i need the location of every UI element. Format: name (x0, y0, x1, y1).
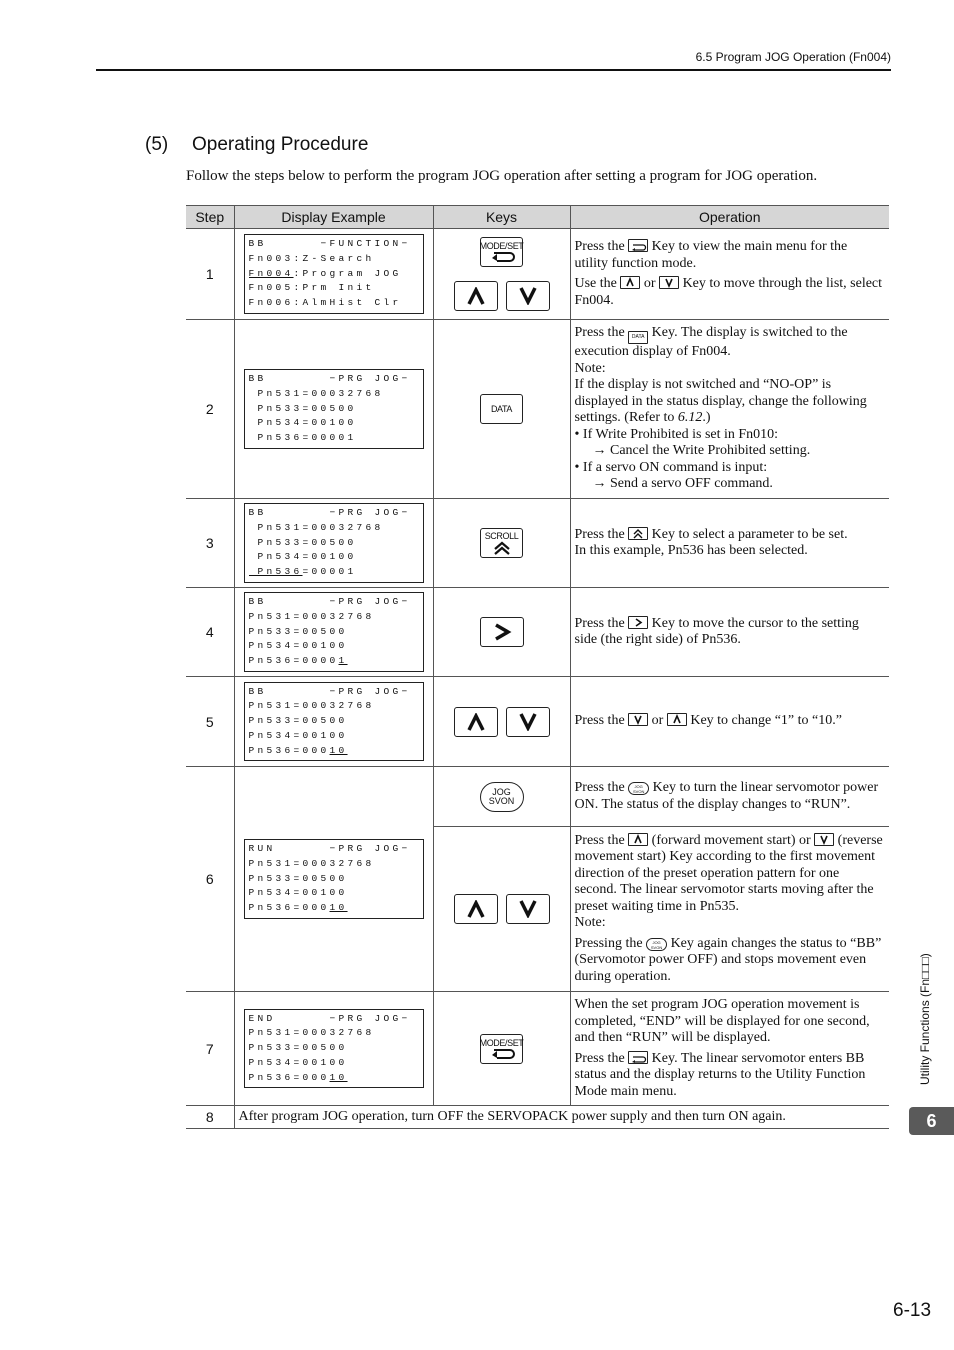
double-up-arrow-icon (492, 541, 512, 555)
scroll-key-label: SCROLL (484, 531, 519, 541)
op-text: Press the (574, 1050, 629, 1066)
op-text: Press the (574, 713, 629, 729)
mode-set-inline-icon (628, 239, 648, 252)
table-row (186, 767, 889, 827)
lcd-text: =00001 (302, 566, 357, 578)
lcd-line: BB −PRG JOG− (248, 373, 411, 384)
down-inline-icon (814, 833, 834, 846)
lcd-cursor: 10 (329, 744, 348, 756)
lcd-line: Pn531=00032768 (248, 387, 384, 399)
operation-cell (570, 827, 889, 992)
step-number: 7 (186, 992, 234, 1106)
chapter-side-label: Utility Functions (Fn□□□) (918, 953, 932, 1085)
lcd-cursor: Pn536 (248, 566, 303, 578)
header-keys: Keys (433, 206, 570, 229)
svon-label: SVON (488, 795, 515, 806)
lcd-cursor: 10 (329, 902, 348, 914)
lcd-line: Fn006:AlmHist Clr (248, 297, 402, 309)
table-row (186, 499, 889, 588)
note-text (575, 377, 885, 427)
lcd-line: BB −PRG JOG− (248, 507, 411, 518)
loop-arrow-icon (489, 251, 515, 263)
lcd-line: Pn533=00500 (248, 536, 357, 548)
up-key[interactable] (454, 707, 498, 737)
data-key-label: DATA (490, 404, 513, 414)
mode-set-inline-icon (628, 1051, 648, 1064)
up-key[interactable] (454, 281, 498, 311)
up-inline-icon (628, 833, 648, 846)
keys-cell (433, 588, 570, 677)
operation-cell (570, 767, 889, 827)
lcd-text: :Program JOG (293, 267, 402, 279)
lcd-display (244, 839, 424, 919)
keys-cell (433, 992, 570, 1106)
lcd-line: Pn534=00100 (248, 887, 348, 899)
table-row (186, 229, 889, 320)
up-arrow-icon (466, 287, 486, 305)
up-arrow-icon (466, 900, 486, 918)
display-example (234, 588, 433, 677)
down-arrow-icon (518, 287, 538, 305)
lcd-line: Pn534=00100 (248, 551, 357, 563)
lcd-line (249, 565, 419, 580)
lcd-line: Pn533=00500 (248, 872, 348, 884)
lcd-line: Pn533=00500 (248, 402, 357, 414)
lcd-line (249, 1071, 419, 1086)
mode-set-key[interactable] (480, 237, 523, 267)
lcd-text: Pn536=000 (248, 744, 330, 756)
page-number: 6-13 (893, 1300, 932, 1321)
down-key[interactable] (506, 894, 550, 924)
bullet-sub-item: → Cancel the Write Prohibited setting. (592, 443, 811, 459)
lcd-line: Pn531=00032768 (248, 700, 375, 712)
table-header-row (186, 206, 889, 229)
op-text: In this example, Pn536 has been selected. (574, 543, 808, 558)
lcd-line: Pn534=00100 (248, 417, 357, 429)
op-text: Key to move through the list, select Fn004. (574, 276, 883, 308)
step-number: 3 (186, 499, 234, 588)
note-reference-link[interactable]: 6.12 (677, 410, 703, 426)
section-number: (5) (145, 134, 169, 155)
up-inline-icon (667, 713, 687, 726)
lcd-line: Pn534=00100 (248, 640, 348, 652)
table-row (186, 992, 889, 1106)
lcd-cursor: Fn004 (248, 267, 294, 279)
down-inline-icon (659, 276, 679, 289)
op-text: Key to turn the linear servomotor power ON. The status of the display changes to “RUN”. (574, 780, 879, 812)
lcd-display (244, 369, 424, 449)
op-text: Press the (574, 832, 629, 848)
lcd-line: Pn536=00001 (248, 432, 357, 444)
lcd-line (249, 654, 419, 669)
display-example (234, 320, 433, 499)
mode-set-label: MODE/SET (479, 1037, 524, 1048)
lcd-line (249, 744, 419, 759)
op-text: or (640, 276, 660, 291)
step-number: 1 (186, 229, 234, 320)
mode-set-key[interactable] (480, 1034, 523, 1064)
lcd-cursor: 10 (329, 1071, 348, 1083)
lcd-line: END −PRG JOG− (248, 1012, 411, 1024)
section-title (145, 134, 368, 156)
step-number: 5 (186, 677, 234, 767)
operation-cell (570, 499, 889, 588)
right-inline-icon (628, 616, 648, 629)
lcd-line: Pn533=00500 (248, 625, 348, 637)
lcd-display (244, 1009, 424, 1089)
down-arrow-icon (518, 713, 538, 731)
lcd-line: BB −PRG JOG− (248, 685, 411, 697)
display-example (234, 992, 433, 1106)
step-number: 8 (186, 1106, 234, 1129)
op-text: Press the (574, 526, 629, 542)
lcd-line: Pn531=00032768 (248, 610, 375, 622)
right-arrow-icon (492, 622, 512, 642)
table-row (186, 588, 889, 677)
step8-text: After program JOG operation, turn OFF the SERVOPACK power supply and then turn ON again. (234, 1106, 889, 1129)
op-text: (forward movement start) or (648, 832, 815, 848)
lcd-line: BB −FUNCTION− (248, 238, 411, 249)
lcd-display (244, 503, 424, 583)
step-number: 6 (186, 767, 234, 992)
up-inline-icon (620, 276, 640, 289)
header-display: Display Example (234, 206, 433, 229)
lcd-cursor: 1 (338, 655, 348, 667)
op-text: Press the (574, 325, 629, 341)
operating-procedure-table (186, 205, 889, 1129)
lcd-line (249, 267, 419, 282)
keys-cell (433, 767, 570, 827)
lcd-line: Pn531=00032768 (248, 1027, 375, 1039)
lcd-display (244, 234, 424, 314)
keys-cell (433, 677, 570, 767)
jog-svon-inline-icon: JOG SVON (646, 938, 667, 951)
op-text: Key again changes the status to “BB” (Servomotor power OFF) and stops movement even during operation. (574, 935, 882, 984)
lcd-line: BB −PRG JOG− (248, 596, 411, 607)
op-text: Press the (574, 780, 629, 795)
display-example (234, 767, 433, 992)
right-key[interactable] (480, 617, 524, 647)
op-text: Press the (574, 239, 629, 254)
intro-paragraph: Follow the steps below to perform the program JOG operation after setting a program for JOG operation. (186, 168, 818, 184)
operation-cell (570, 229, 889, 320)
op-text: Press the (574, 615, 629, 631)
jog-svon-key[interactable] (480, 782, 524, 812)
op-text: .) (702, 410, 711, 426)
operation-cell (570, 320, 889, 499)
data-inline-icon: DATA (628, 331, 648, 344)
step-number: 4 (186, 588, 234, 677)
table-row (186, 1106, 889, 1129)
lcd-line (249, 901, 419, 916)
data-key[interactable] (480, 394, 523, 424)
lcd-line: Pn534=00100 (248, 1056, 348, 1068)
operation-cell (570, 677, 889, 767)
up-key[interactable] (454, 894, 498, 924)
jog-label: JOG (492, 786, 511, 797)
down-inline-icon (628, 713, 648, 726)
lcd-line: Fn005:Prm Init (248, 282, 375, 294)
op-text: Key to change “1” to “10.” (686, 713, 842, 729)
note-label: Note: (574, 915, 606, 931)
lcd-line: RUN −PRG JOG− (248, 843, 411, 854)
down-key[interactable] (506, 707, 550, 737)
table-row (186, 320, 889, 499)
table-row (186, 677, 889, 767)
bullet-item: • If a servo ON command is input: (574, 459, 768, 475)
op-text: or (648, 713, 667, 729)
op-text: If the display is not switched and “NO-OP” is displayed in the status display, change the following settings. (Refer to (574, 377, 867, 426)
op-text: Key. The linear servomotor enters BB status and the display returns to the Utility Function Mode main menu. (574, 1050, 866, 1099)
note-label: Note: (574, 360, 606, 376)
keys-cell (433, 827, 570, 992)
op-text: (reverse movement start) Key according to the first movement direction of the preset operation pattern for one second. The linear servomotor starts moving after the preset waiting time in Pn535. (574, 832, 883, 914)
keys-cell (433, 229, 570, 320)
op-text: Key. The display is switched to the execution display of Fn004. (574, 325, 848, 360)
up-arrow-icon (466, 713, 486, 731)
op-text: Use the (574, 276, 621, 291)
jog-svon-inline-icon: JOG SVON (628, 782, 649, 795)
operation-cell (570, 588, 889, 677)
header-step: Step (186, 206, 234, 229)
mode-set-label: MODE/SET (479, 241, 524, 251)
lcd-display (244, 682, 424, 762)
step-number: 2 (186, 320, 234, 499)
lcd-display (244, 592, 424, 672)
header-operation: Operation (570, 206, 889, 229)
header-rule (96, 69, 891, 71)
op-text: Key to move the cursor to the setting side (the right side) of Pn536. (574, 615, 859, 647)
operation-cell (570, 992, 889, 1106)
chapter-tab: 6 (909, 1107, 954, 1135)
display-example (234, 499, 433, 588)
op-text: Pressing the (574, 935, 647, 951)
lcd-line: Pn531=00032768 (248, 521, 384, 533)
section-heading: Operating Procedure (192, 134, 369, 155)
lcd-line: Fn003:Z-Search (248, 252, 375, 264)
lcd-text: Pn536=000 (248, 902, 330, 914)
display-example (234, 229, 433, 320)
lcd-text: Pn536=0000 (248, 655, 339, 667)
display-example (234, 677, 433, 767)
down-arrow-icon (518, 900, 538, 918)
op-text: Key to select a parameter to be set. (648, 526, 848, 542)
lcd-text: Pn536=000 (248, 1071, 330, 1083)
loop-arrow-icon (489, 1048, 515, 1060)
lcd-line: Pn534=00100 (248, 729, 348, 741)
lcd-line: Pn533=00500 (248, 715, 348, 727)
running-head: 6.5 Program JOG Operation (Fn004) (695, 50, 891, 64)
scroll-key[interactable] (480, 528, 523, 558)
op-text: Key to view the main menu for the utility function mode. (574, 239, 848, 271)
lcd-line: Pn531=00032768 (248, 857, 375, 869)
bullet-sub-item: → Send a servo OFF command. (592, 476, 773, 492)
op-text: When the set program JOG operation movement is completed, “END” will be displayed for one second, and then “RUN” will be displayed. (574, 997, 870, 1045)
bullet-item: • If Write Prohibited is set in Fn010: (574, 426, 779, 442)
keys-cell (433, 320, 570, 499)
keys-cell (433, 499, 570, 588)
scroll-inline-icon (628, 527, 648, 540)
down-key[interactable] (506, 281, 550, 311)
lcd-line: Pn533=00500 (248, 1042, 348, 1054)
